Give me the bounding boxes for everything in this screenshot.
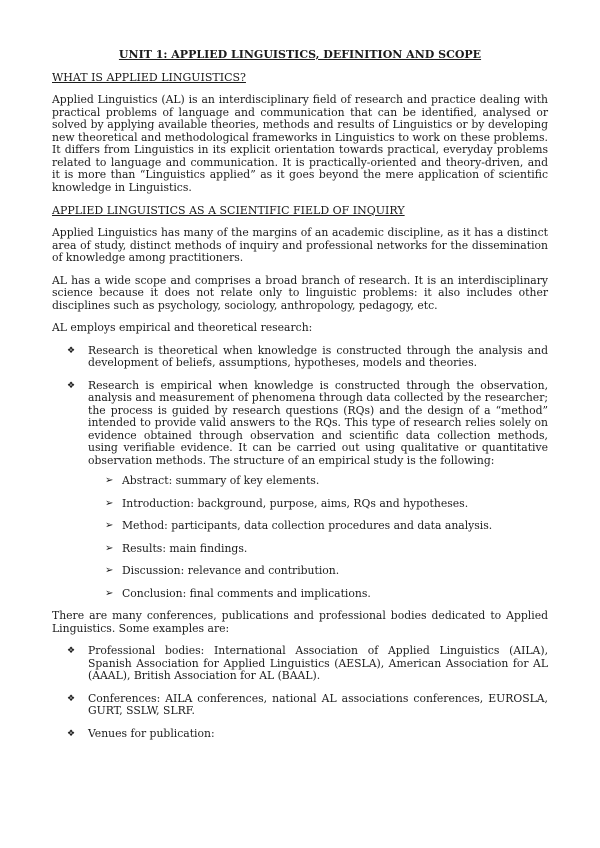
structure-item-text: Discussion: relevance and contribution. [122,564,340,577]
arrow-bullet-icon: ➢ [105,587,114,599]
list-item-text: Professional bodies: International Association of Applied Linguistics (AILA), Spanish Association for Applied Linguistics (AESLA), American Association for AL (AAAL), British Association for AL (BAAL). [88,644,548,682]
arrow-bullet-icon: ➢ [105,520,114,531]
study-structure-list [88,475,548,600]
section-heading-what-is-al: WHAT IS APPLIED LINGUISTICS? [52,71,246,84]
paragraph-wide-scope: AL has a wide scope and comprises a broad branch of research. It is an interdisciplinary science because it does not relate only to linguistic problems: it also includes other disciplines such as psychology, sociology, anthropology, pedagogy, etc. [52,273,548,312]
structure-item-results [88,543,548,556]
list-item-text: Research is theoretical when knowledge is constructed through the analysis and development of beliefs, assumptions, hypotheses, models and theories. [88,343,548,369]
paragraph-research-types: AL employs empirical and theoretical research: [52,321,313,334]
diamond-bullet-icon: ❖ [67,728,76,739]
paragraph-academic-discipline: Applied Linguistics has many of the margins of an academic discipline, as it has a distinct area of study, distinct methods of inquiry and professional networks for the dissemination of knowledge among practitioners. [52,226,548,264]
arrow-bullet-icon: ➢ [105,497,114,509]
structure-item-abstract [88,475,548,488]
document-page [52,48,548,750]
list-item-text: Conferences: AILA conferences, national AL associations conferences, EUROSLA, GURT, SSLW, SLRF. [88,691,548,717]
list-item-empirical [52,380,548,601]
structure-item-text: Method: participants, data collection procedures and data analysis. [122,519,493,532]
examples-list [52,645,548,740]
structure-item-text: Results: main findings. [122,541,248,555]
list-item-professional-bodies [52,645,548,683]
structure-item-discussion [88,565,548,578]
research-types-list [52,345,548,601]
list-item-venues [52,728,548,741]
definition-paragraph: Applied Linguistics (AL) is an interdisciplinary field of research and practice dealing with practical problems of language and communication that can be identified, analysed or solved by applying available theories, methods and results of Linguistics or by developing new theoretical and methodological frameworks in Linguistics to work on these problems. It differs from Linguistics in its explicit orientation towards practical, everyday problems related to language and communication. It is practically-oriented and theory-driven, and it is more than “Linguistics applied” as it goes beyond the mere application of scientific knowledge in Linguistics. [52,93,548,194]
structure-item-text: Introduction: background, purpose, aims, RQs and hypotheses. [122,496,469,510]
structure-item-text: Abstract: summary of key elements. [122,474,320,487]
list-item-text: Venues for publication: [88,726,215,740]
structure-item-introduction [88,498,548,511]
list-item-conferences [52,693,548,718]
section-heading-scientific-field: APPLIED LINGUISTICS AS A SCIENTIFIC FIELD OF INQUIRY [52,204,405,217]
diamond-bullet-icon: ❖ [67,646,76,656]
diamond-bullet-icon: ❖ [67,380,76,391]
paragraph-examples-intro: There are many conferences, publications and professional bodies dedicated to Applied Linguistics. Some examples are: [52,609,548,635]
structure-item-method [88,520,548,533]
arrow-bullet-icon: ➢ [105,542,114,554]
diamond-bullet-icon: ❖ [67,345,76,356]
structure-item-conclusion [88,588,548,601]
list-item-theoretical [52,345,548,370]
list-item-text: Research is empirical when knowledge is constructed through the observation, analysis and measurement of phenomena through data collected by the researcher; the process is guided by research questions (RQs) and the design of a “method” intended to provide valid answers to the RQs. This type of research relies solely on evidence obtained through observation and scientific data collection methods, using verifiable evidence. It can be carried out using qualitative or quantitative observation methods. The structure of an empirical study is the following: [88,378,548,467]
diamond-bullet-icon: ❖ [67,693,76,704]
document-title: UNIT 1: APPLIED LINGUISTICS, DEFINITION AND SCOPE [118,48,482,61]
arrow-bullet-icon: ➢ [105,475,114,486]
arrow-bullet-icon: ➢ [105,565,114,576]
structure-item-text: Conclusion: final comments and implications. [122,586,371,600]
